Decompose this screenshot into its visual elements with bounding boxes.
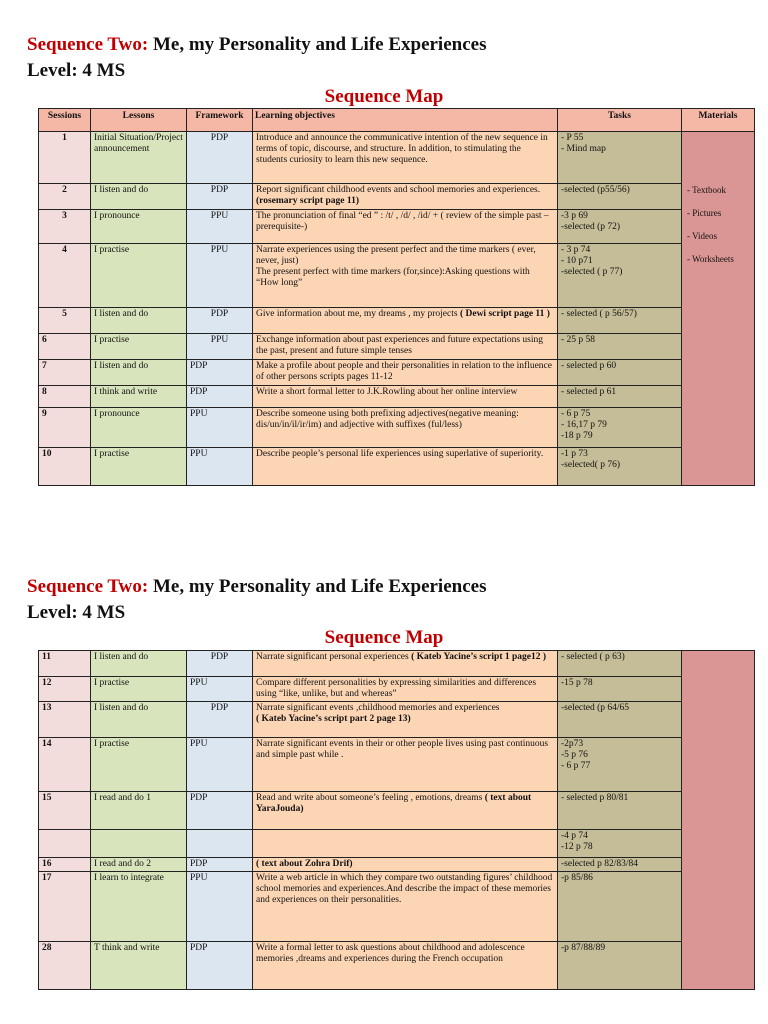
- learning-objective: [253, 702, 558, 738]
- table-row: [39, 830, 755, 858]
- framework: PPU: [187, 872, 253, 942]
- session-number: 2: [39, 184, 91, 210]
- session-number: 8: [39, 386, 91, 408]
- framework: PDP: [187, 942, 253, 990]
- tasks: - selected p 60: [558, 360, 682, 386]
- framework: PDP: [187, 386, 253, 408]
- session-number: 6: [39, 334, 91, 360]
- objective-text: Read and write about someone’s feeling , emotions, dreams: [256, 793, 485, 803]
- tasks: - selected ( p 63): [558, 651, 682, 677]
- learning-objective: [253, 651, 558, 677]
- sequence-name: Me, my Personality and Life Experiences: [152, 34, 487, 55]
- table-row: [39, 942, 755, 990]
- table-row: [39, 244, 755, 308]
- objective-text: The pronunciation of final “ed ” : /t/ , /d/ , /id/ + ( review of the simple past –prerequisite-): [256, 211, 549, 232]
- learning-objective: [253, 792, 558, 830]
- lesson-name: I practise: [91, 738, 187, 792]
- table-row: [39, 308, 755, 334]
- lesson-name: I learn to integrate: [91, 872, 187, 942]
- learning-objective: [253, 386, 558, 408]
- objective-text: Give information about me, my dreams , my projects: [256, 309, 460, 319]
- sequence-map-table-1: [38, 108, 754, 486]
- tasks: -3 p 69 -selected (p 72): [558, 210, 682, 244]
- session-number: 11: [39, 651, 91, 677]
- sequence-title-1: [27, 34, 486, 56]
- session-number: 4: [39, 244, 91, 308]
- table-row: [39, 677, 755, 702]
- session-number: 15: [39, 792, 91, 830]
- session-number: 12: [39, 677, 91, 702]
- learning-objective: [253, 210, 558, 244]
- table-row: [39, 651, 755, 677]
- objective-text: Report significant childhood events and school memories and experiences.: [256, 185, 541, 195]
- tasks: - selected ( p 56/57): [558, 308, 682, 334]
- objective-text: Exchange information about past experiences and future expectations using the past, present and future simple tenses: [256, 335, 544, 356]
- framework: PDP: [187, 132, 253, 184]
- lesson-name: I practise: [91, 677, 187, 702]
- objective-script-ref: ( Kateb Yacine’s script 1 page12 ): [411, 652, 547, 662]
- framework: [187, 830, 253, 858]
- materials-item: - Videos: [687, 231, 718, 241]
- header-framework: Framework: [187, 109, 253, 132]
- lesson-name: I practise: [91, 448, 187, 486]
- session-number: 7: [39, 360, 91, 386]
- lesson-name: I think and write: [91, 386, 187, 408]
- lesson-name: T think and write: [91, 942, 187, 990]
- sequence-name: Me, my Personality and Life Experiences: [152, 576, 487, 597]
- learning-objective: [253, 942, 558, 990]
- learning-objective: [253, 858, 558, 872]
- tasks: -selected (p55/56): [558, 184, 682, 210]
- table-row: [39, 408, 755, 448]
- sequence-map-title-1: Sequence Map: [324, 86, 444, 107]
- lesson-name: Initial Situation/Project announcement: [91, 132, 187, 184]
- level-label-1: Level: 4 MS: [27, 60, 126, 81]
- framework: PDP: [187, 651, 253, 677]
- lesson-name: I read and do 2: [91, 858, 187, 872]
- lesson-name: I practise: [91, 244, 187, 308]
- objective-text: Introduce and announce the communicative intention of the new sequence in terms of topic, discourse, and structure. In addition, to stimulating the students curiosity to learn this new sequence.: [256, 133, 548, 165]
- session-number: 5: [39, 308, 91, 334]
- table-row: [39, 738, 755, 792]
- framework: PPU: [187, 448, 253, 486]
- lesson-name: I practise: [91, 334, 187, 360]
- objective-text: Compare different personalities by expressing similarities and differences using “like, unlike, but and whereas”: [256, 678, 537, 699]
- framework: PDP: [187, 858, 253, 872]
- objective-script-ref: ( Kateb Yacine’s script part 2 page 13): [256, 714, 411, 724]
- framework: PPU: [187, 210, 253, 244]
- framework: PPU: [187, 408, 253, 448]
- tasks: -p 87/88/89: [558, 942, 682, 990]
- table-row: [39, 360, 755, 386]
- table-row: [39, 184, 755, 210]
- framework: PDP: [187, 184, 253, 210]
- table-row: [39, 210, 755, 244]
- lesson-name: [91, 830, 187, 858]
- objective-text: Write a web article in which they compare two outstanding figures’ childhood school memories and experiences.And describe the impact of these memories and experiences on their personalities.: [256, 873, 553, 905]
- table-row: [39, 872, 755, 942]
- objective-text: Write a formal letter to ask questions about childhood and adolescence memories ,dreams and experiences during the French occupation: [256, 943, 525, 964]
- learning-objective: [253, 830, 558, 858]
- objective-text: Describe people’s personal life experiences using superlative of superiority.: [256, 449, 544, 459]
- materials-cell: [682, 132, 755, 486]
- lesson-name: I read and do 1: [91, 792, 187, 830]
- session-number: 16: [39, 858, 91, 872]
- header-tasks: Tasks: [558, 109, 682, 132]
- lesson-name: I listen and do: [91, 360, 187, 386]
- session-number: [39, 830, 91, 858]
- sequence-map-title-2: Sequence Map: [324, 627, 444, 648]
- tasks: - 6 p 75 - 16,17 p 79 -18 p 79: [558, 408, 682, 448]
- materials-cell: [682, 651, 755, 990]
- objective-text: Make a profile about people and their personalities in relation to the influence of other persons scripts pages 11-12: [256, 361, 552, 382]
- tasks: -2p73 -5 p 76 - 6 p 77: [558, 738, 682, 792]
- session-number: 1: [39, 132, 91, 184]
- tasks: -1 p 73 -selected( p 76): [558, 448, 682, 486]
- header-objectives: Learning objectives: [253, 109, 558, 132]
- table-row: [39, 448, 755, 486]
- tasks: - selected p 61: [558, 386, 682, 408]
- learning-objective: [253, 308, 558, 334]
- sequence-label: Sequence Two:: [27, 576, 149, 597]
- objective-text: Narrate significant events ,childhood memories and experiences: [256, 703, 500, 713]
- table-row: [39, 334, 755, 360]
- objective-script-ref: ( text about YaraJouda): [256, 793, 532, 814]
- table-row: [39, 132, 755, 184]
- learning-objective: [253, 448, 558, 486]
- session-number: 9: [39, 408, 91, 448]
- objective-text: Narrate experiences using the present perfect and the time markers ( ever, never, just) The present perfect with time markers (for,since):Asking questions with “How long”: [256, 245, 536, 288]
- framework: PPU: [187, 334, 253, 360]
- tasks: - 3 p 74 - 10 p71 -selected ( p 77): [558, 244, 682, 308]
- header-lessons: Lessons: [91, 109, 187, 132]
- learning-objective: [253, 408, 558, 448]
- tasks: -15 p 78: [558, 677, 682, 702]
- session-number: 14: [39, 738, 91, 792]
- header-materials: Materials: [682, 109, 755, 132]
- materials-item: - Pictures: [687, 208, 722, 218]
- tasks: - selected p 80/81: [558, 792, 682, 830]
- learning-objective: [253, 360, 558, 386]
- learning-objective: [253, 677, 558, 702]
- tasks: -selected p 82/83/84: [558, 858, 682, 872]
- objective-text: Narrate significant events in their or other people lives using past continuous and simple past while .: [256, 739, 549, 760]
- learning-objective: [253, 132, 558, 184]
- tasks: -4 p 74 -12 p 78: [558, 830, 682, 858]
- materials-item: - Textbook: [687, 185, 726, 195]
- learning-objective: [253, 738, 558, 792]
- framework: PDP: [187, 360, 253, 386]
- tasks: - P 55 - Mind map: [558, 132, 682, 184]
- sequence-title-2: [27, 576, 486, 598]
- objective-text: Narrate significant personal experiences: [256, 652, 412, 662]
- lesson-name: I listen and do: [91, 651, 187, 677]
- session-number: 13: [39, 702, 91, 738]
- tasks: -selected (p 64/65: [558, 702, 682, 738]
- objective-script-ref: ( Dewi script page 11 ): [459, 309, 550, 319]
- level-label-2: Level: 4 MS: [27, 602, 126, 623]
- table-row: [39, 792, 755, 830]
- objective-text: Write a short formal letter to J.K.Rowling about her online interview: [256, 387, 518, 397]
- objective-script-ref: (rosemary script page 11): [256, 196, 359, 206]
- framework: PPU: [187, 738, 253, 792]
- lesson-name: I pronounce: [91, 408, 187, 448]
- lesson-name: I pronounce: [91, 210, 187, 244]
- framework: PPU: [187, 244, 253, 308]
- sequence-label: Sequence Two:: [27, 34, 149, 55]
- framework: PDP: [187, 308, 253, 334]
- learning-objective: [253, 184, 558, 210]
- table-row: [39, 702, 755, 738]
- tasks: - 25 p 58: [558, 334, 682, 360]
- session-number: 3: [39, 210, 91, 244]
- session-number: 28: [39, 942, 91, 990]
- materials-item: - Worksheets: [687, 254, 734, 264]
- lesson-name: I listen and do: [91, 308, 187, 334]
- learning-objective: [253, 334, 558, 360]
- table-row: [39, 858, 755, 872]
- objective-script-ref: ( text about Zohra Drif): [256, 859, 353, 869]
- header-sessions: Sessions: [39, 109, 91, 132]
- framework: PDP: [187, 702, 253, 738]
- framework: PPU: [187, 677, 253, 702]
- lesson-name: I listen and do: [91, 184, 187, 210]
- objective-text: Describe someone using both prefixing adjectives(negative meaning: dis/un/in/il/ir/im) and adjective with suffixes (ful/less): [256, 409, 519, 430]
- sequence-map-table-2: [38, 650, 754, 990]
- tasks: -p 85/86: [558, 872, 682, 942]
- learning-objective: [253, 872, 558, 942]
- table-header-row: [39, 109, 755, 132]
- lesson-name: I listen and do: [91, 702, 187, 738]
- framework: PDP: [187, 792, 253, 830]
- learning-objective: [253, 244, 558, 308]
- session-number: 10: [39, 448, 91, 486]
- table-row: [39, 386, 755, 408]
- session-number: 17: [39, 872, 91, 942]
- materials-list: [685, 133, 751, 271]
